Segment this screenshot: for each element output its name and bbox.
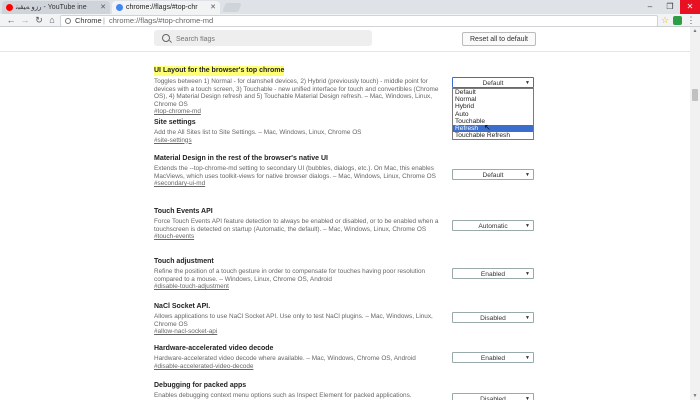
flag-select-accelerated-video-decode[interactable] bbox=[452, 352, 534, 363]
window-close-icon[interactable]: ✕ bbox=[680, 0, 700, 14]
flag-site-settings bbox=[154, 118, 444, 145]
tab-strip bbox=[0, 0, 700, 14]
chevron-down-icon: ▼ bbox=[525, 315, 530, 321]
flag-link[interactable]: #secondary-ui-md bbox=[154, 180, 206, 188]
flag-title: Debugging for packed apps bbox=[154, 382, 247, 389]
flag-select-touch-events[interactable] bbox=[452, 220, 534, 231]
flag-touch-adjustment bbox=[154, 257, 444, 291]
search-input[interactable] bbox=[174, 32, 368, 46]
flag-link[interactable]: #site-settings bbox=[154, 136, 192, 144]
chevron-down-icon: ▼ bbox=[525, 223, 530, 229]
flag-link[interactable]: #disable-touch-adjustment bbox=[154, 283, 229, 291]
flag-select-nacl-socket-api[interactable] bbox=[452, 312, 534, 323]
flags-page bbox=[0, 27, 700, 400]
flag-select-top-chrome-md[interactable] bbox=[452, 77, 534, 88]
dropdown-option[interactable]: Touchable Refresh bbox=[455, 132, 510, 140]
flag-link[interactable]: #allow-nacl-socket-api bbox=[154, 328, 218, 336]
flag-title: Material Design in the rest of the browser's native UI bbox=[154, 155, 328, 162]
flag-link[interactable]: #touch-events bbox=[154, 233, 195, 241]
flag-nacl-socket-api bbox=[154, 302, 444, 336]
select-value: Default bbox=[482, 172, 504, 179]
restore-icon[interactable]: ❐ bbox=[666, 2, 674, 11]
tab-youtube[interactable] bbox=[2, 1, 110, 14]
select-value: Default bbox=[482, 80, 504, 87]
address-separator: | bbox=[103, 16, 105, 25]
dropdown-option[interactable]: Default bbox=[455, 89, 476, 96]
flag-description: Extends the --top-chrome-md setting to secondary UI (bubbles, dialogs, etc.). On Mac, this enables MacViews, which uses toolkit-views for native browser dialogs. – Mac, Windows, Linux, Chrome OS bbox=[154, 165, 436, 180]
flag-description: Allows applications to use NaCl Socket API. Use only to test NaCl plugins. – Mac, Windows, Linux, Chrome OS bbox=[154, 313, 433, 328]
chevron-down-icon: ▼ bbox=[525, 172, 530, 178]
close-tab-icon[interactable]: ✕ bbox=[210, 4, 216, 11]
dropdown-option[interactable]: Touchable bbox=[455, 117, 486, 125]
chevron-down-icon: ▼ bbox=[525, 355, 530, 361]
scroll-down-arrow-icon[interactable]: ▼ bbox=[692, 393, 698, 399]
flag-description: Toggles between 1) Normal - for clamshell devices, 2) Hybrid (previously touch) - middle point for devices with a touch screen, 3) Touchable - new unified interface for touch and convertibles (Chrome OS), 4) Material Design refresh and 5) Touchable Material Design refresh. – Mac, Windows, Linux, Chrome OS bbox=[154, 78, 439, 108]
reset-all-button[interactable]: Reset all to default bbox=[462, 32, 536, 46]
flag-title: Hardware-accelerated video decode bbox=[154, 345, 274, 352]
select-value: Automatic bbox=[478, 223, 508, 230]
flag-description: Refine the position of a touch gesture in order to compensate for touches having poor resolution compared to a mouse. – Windows, Linux, Chrome OS, Android bbox=[154, 268, 426, 283]
search-icon bbox=[162, 34, 170, 42]
vertical-scrollbar[interactable] bbox=[690, 27, 700, 400]
scrollbar-thumb[interactable] bbox=[692, 89, 698, 101]
flag-description: Force Touch Events API feature detection to always be enabled or disabled, or to be enabled when a touchscreen is detected on startup (Automatic, the default). – Mac, Windows, Linux, Chrome OS bbox=[154, 218, 439, 233]
home-icon[interactable]: ⌂ bbox=[49, 15, 55, 25]
extension-icon[interactable] bbox=[673, 16, 682, 25]
select-value: Disabled bbox=[480, 315, 506, 322]
search-box[interactable] bbox=[154, 30, 372, 46]
browser-toolbar bbox=[0, 14, 700, 27]
flag-top-chrome-md bbox=[154, 59, 444, 116]
address-bar[interactable] bbox=[60, 15, 658, 27]
forward-arrow-icon[interactable]: → bbox=[20, 15, 30, 25]
flag-secondary-ui-md bbox=[154, 154, 444, 188]
chevron-down-icon: ▼ bbox=[525, 396, 530, 400]
reload-icon[interactable]: ↻ bbox=[35, 15, 43, 25]
dropdown-option[interactable]: Normal bbox=[455, 96, 477, 104]
scroll-up-arrow-icon[interactable]: ▲ bbox=[692, 28, 698, 34]
dropdown-option[interactable]: Hybrid bbox=[455, 103, 475, 111]
flag-select-touch-adjustment[interactable] bbox=[452, 268, 534, 279]
back-arrow-icon[interactable]: ← bbox=[6, 15, 16, 25]
flag-description: Enables debugging context menu options such as Inspect Element for packed applications. bbox=[154, 392, 412, 399]
dropdown-option[interactable]: Auto bbox=[455, 110, 469, 118]
select-value: Enabled bbox=[480, 355, 506, 362]
flag-title: Touch Events API bbox=[154, 208, 213, 215]
flag-title: UI Layout for the browser's top chrome bbox=[154, 67, 285, 74]
chevron-down-icon: ▼ bbox=[525, 80, 530, 86]
youtube-favicon-icon bbox=[6, 4, 13, 11]
flag-select-secondary-ui-md[interactable] bbox=[452, 169, 534, 180]
flags-header bbox=[0, 27, 690, 52]
chrome-favicon-icon bbox=[116, 4, 123, 11]
new-tab-button[interactable] bbox=[222, 3, 241, 12]
address-scheme: Chrome bbox=[75, 16, 102, 25]
dropdown-menu bbox=[452, 88, 534, 140]
close-tab-icon[interactable]: ✕ bbox=[100, 4, 106, 11]
flag-description: Hardware-accelerated video decode where available. – Mac, Windows, Chrome OS, Android bbox=[154, 355, 416, 362]
chevron-down-icon: ▼ bbox=[525, 271, 530, 277]
tab-flags[interactable] bbox=[112, 1, 220, 14]
select-value: Disabled bbox=[480, 396, 506, 400]
flag-description: Add the All Sites list to Site Settings. – Mac, Windows, Linux, Chrome OS bbox=[154, 129, 362, 136]
minimize-icon[interactable]: – bbox=[647, 2, 653, 11]
flag-title: NaCl Socket API. bbox=[154, 303, 211, 310]
menu-icon[interactable]: ⋮ bbox=[686, 15, 696, 25]
flag-title: Touch adjustment bbox=[154, 258, 214, 265]
bookmark-star-icon[interactable]: ☆ bbox=[660, 15, 670, 25]
flag-select-debug-packed-apps[interactable] bbox=[452, 393, 534, 400]
chrome-page-icon bbox=[65, 18, 71, 24]
flag-debug-packed-apps bbox=[154, 381, 444, 400]
select-value: Enabled bbox=[480, 271, 506, 278]
flag-touch-events bbox=[154, 207, 444, 241]
flag-title: Site settings bbox=[154, 119, 196, 126]
tab-title: ﺭﺯﻭ ﻪﻴﻘﺒﻧ - YouTube ‪ine‬ bbox=[16, 4, 87, 11]
flag-link[interactable]: #top-chrome-md bbox=[154, 108, 201, 116]
flag-link[interactable]: #disable-accelerated-video-decode bbox=[154, 362, 254, 370]
flag-accelerated-video-decode bbox=[154, 344, 444, 371]
tab-title: chrome://flags/#top-chr bbox=[126, 4, 198, 11]
mouse-cursor-icon: ↖ bbox=[484, 123, 491, 132]
address-url: chrome://flags/#top-chrome-md bbox=[109, 16, 214, 25]
dropdown-option-selected[interactable]: Refresh bbox=[453, 125, 533, 132]
